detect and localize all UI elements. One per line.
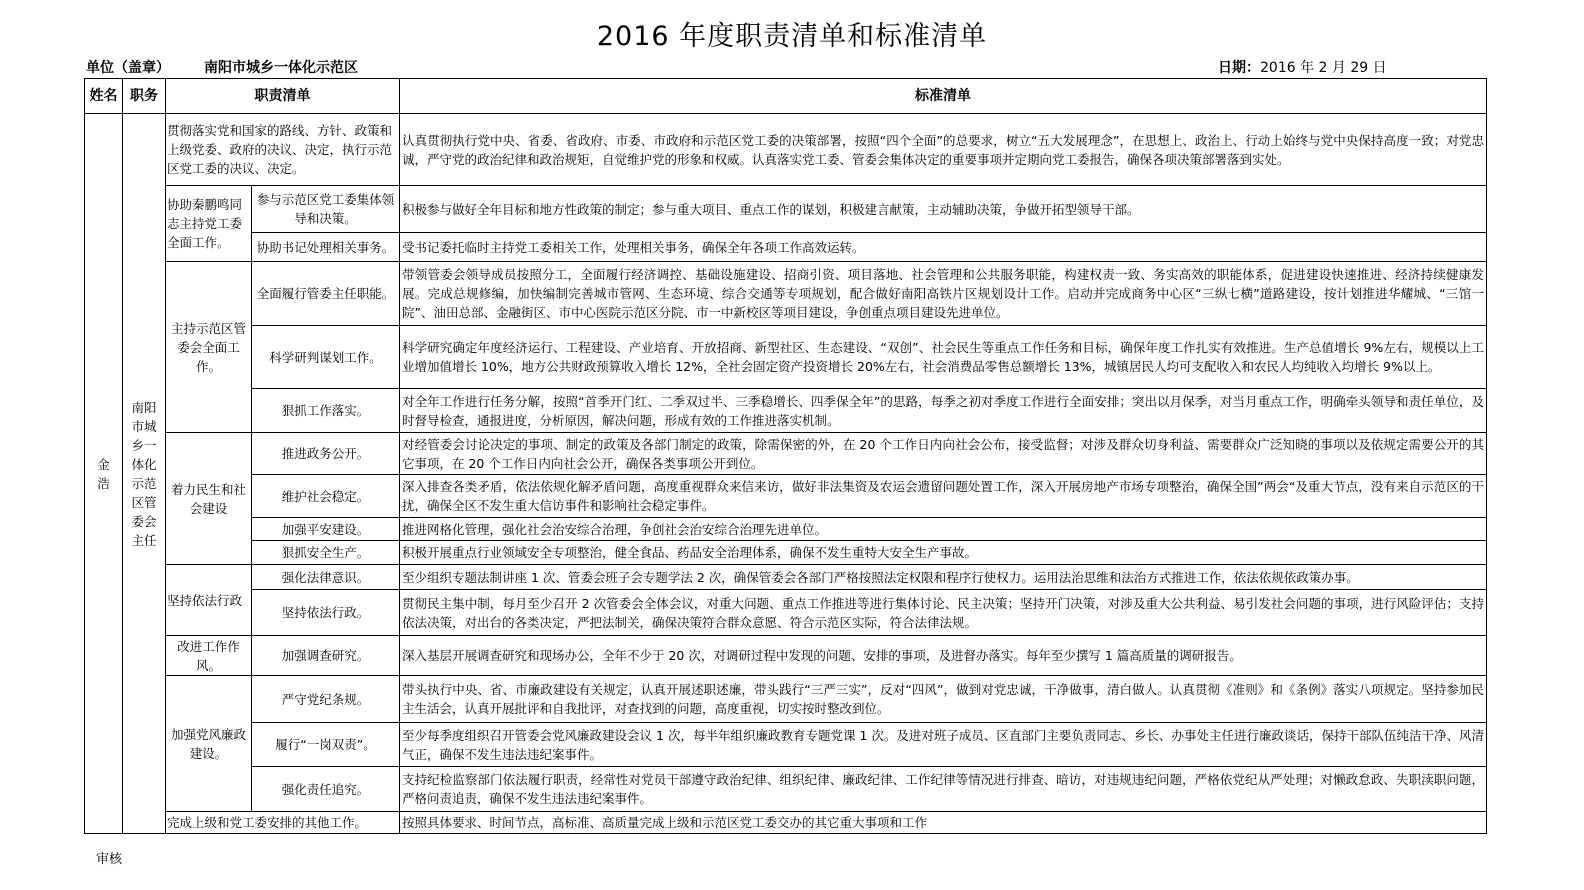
duty-group-cell: 主持示范区管委会全面工作。: [166, 262, 252, 433]
table-row: [85, 812, 1487, 834]
duty-cell: 全面履行管委主任职能。: [252, 262, 400, 326]
duty-cell: 完成上级和党工委安排的其他工作。: [166, 812, 400, 834]
standard-cell: 科学研究确定年度经济运行、工程建设、产业培育、开放招商、新型社区、生态建设、“双创”、社会民生等重点工作任务和目标，确保年度工作扎实有效推进。生产总值增长 9%左右，规模以上工业增加值增长 10%，地方公共财政预算收入增长 12%，全社会固定资产投资增长 20%左右，社会消费品零售总额增长 13%，城镇居民人均可支配收入和农民人均纯收入均增长 9%以上。: [400, 326, 1487, 389]
person-position: [123, 114, 166, 834]
standard-cell: 贯彻民主集中制，每月至少召开 2 次管委会全体会议，对重大问题、重点工作推进等进行集体讨论、民主决策；坚持开门决策，对涉及重大公共利益、易引发社会问题的事项，进行风险评估；支持依法决策，对出台的各类决定，严把法制关，确保决策符合群众意愿、符合示范区实际，符合法律法规。: [400, 590, 1487, 636]
standard-cell: 对全年工作进行任务分解，按照“首季开门红、二季双过半、三季稳增长、四季保全年”的思路，每季之初对季度工作进行全面安排；突出以月保季，对当月重点工作，明确牵头领导和责任单位，及时督导检查，通报进度，分析原因，解决问题，形成有效的工作推进落实机制。: [400, 389, 1487, 433]
table-row: [85, 565, 1487, 590]
table-row: [85, 186, 1487, 233]
duty-cell: 参与示范区党工委集体领导和决策。: [252, 186, 400, 233]
date-value: 2016 年 2 月 29 日: [1260, 60, 1387, 76]
person-name: [85, 114, 123, 834]
standard-cell: 认真贯彻执行党中央、省委、省政府、市委、市政府和示范区党工委的决策部署，按照“四个全面”的总要求，树立“五大发展理念”，在思想上、政治上、行动上始终与党中央保持高度一致；对党忠诚，严守党的政治纪律和政治规矩，自觉维护党的形象和权威。认真落实党工委、管委会集体决定的重要事项并定期向党工委报告，确保各项决策部署落到实处。: [400, 114, 1487, 186]
col-header-standards: 标准清单: [400, 79, 1487, 114]
duty-cell: 强化责任追究。: [252, 767, 400, 812]
table-row: [85, 114, 1487, 186]
duty-group-cell: 着力民生和社会建设: [166, 433, 252, 565]
table-row: [85, 767, 1487, 812]
unit-label: 单位（盖章）: [86, 60, 170, 76]
duty-cell: 加强平安建设。: [252, 518, 400, 541]
col-header-name: 姓名: [85, 79, 123, 114]
duty-cell: 加强调查研究。: [252, 636, 400, 676]
table-row: [85, 389, 1487, 433]
duty-group-cell: 坚持依法行政: [166, 565, 252, 636]
duty-standard-table: [84, 78, 1487, 834]
table-header-row: [85, 79, 1487, 114]
col-header-duties: 职责清单: [166, 79, 400, 114]
duty-cell: 履行“一岗双责”。: [252, 723, 400, 767]
duty-cell: 严守党纪条规。: [252, 676, 400, 723]
duty-cell: 协助书记处理相关事务。: [252, 233, 400, 262]
duty-cell: 狠抓安全生产。: [252, 541, 400, 565]
standard-cell: 推进网格化管理，强化社会治安综合治理，争创社会治安综合治理先进单位。: [400, 518, 1487, 541]
standard-cell: 深入排查各类矛盾，依法依规化解矛盾问题，高度重视群众来信来访，做好非法集资及农运会遗留问题处置工作，深入开展房地产市场专项整治，确保全国”两会“及重大节点，没有来自示范区的干扰，确保全区不发生重大信访事件和影响社会稳定事件。: [400, 475, 1487, 518]
standard-cell: 积极开展重点行业领域安全专项整治，健全食品、药品安全治理体系，确保不发生重特大安全生产事故。: [400, 541, 1487, 565]
page-title: 2016 年度职责清单和标准清单: [596, 21, 988, 52]
duty-cell: 科学研判谋划工作。: [252, 326, 400, 389]
date-label: 日期：: [1218, 60, 1260, 76]
duty-cell: 狠抓工作落实。: [252, 389, 400, 433]
duty-group-cell: 加强党风廉政建设。: [166, 676, 252, 812]
standard-cell: 受书记委托临时主持党工委相关工作，处理相关事务，确保全年各项工作高效运转。: [400, 233, 1487, 262]
standard-cell: 至少每季度组织召开管委会党风廉政建设会议 1 次，每半年组织廉政教育专题党课 1 次。及进对班子成员、区直部门主要负责同志、乡长、办事处主任进行廉政谈话，保持干部队伍纯洁干净、风清气正，确保不发生违法违纪案事件。: [400, 723, 1487, 767]
table-row: [85, 636, 1487, 676]
col-header-position: 职务: [123, 79, 166, 114]
table-row: [85, 590, 1487, 636]
table-row: [85, 233, 1487, 262]
duty-cell: 强化法律意识。: [252, 565, 400, 590]
table-row: [85, 541, 1487, 565]
standard-cell: 支持纪检监察部门依法履行职责，经常性对党员干部遵守政治纪律、组织纪律、廉政纪律、工作纪律等情况进行排查、暗访，对违规违纪问题，严格依党纪从严处理；对懒政怠政、失职渎职问题，严格问责追责，确保不发生违法违纪案事件。: [400, 767, 1487, 812]
person-position-text: 南阳市城乡一体化示范区管委会主任: [131, 399, 157, 548]
unit-name: 南阳市城乡一体化示范区: [204, 60, 358, 76]
table-row: [85, 326, 1487, 389]
duty-group-cell: 改进工作作风。: [166, 636, 252, 676]
duty-cell: 推进政务公开。: [252, 433, 400, 475]
duty-group-cell: 协助秦鹏鸣同志主持党工委全面工作。: [166, 186, 252, 262]
standard-cell: 对经管委会讨论决定的事项、制定的政策及各部门制定的政策，除需保密的外，在 20 个工作日内向社会公布，接受监督；对涉及群众切身利益、需要群众广泛知晓的事项以及依规定需要公开的其它事项，在 20 个工作日内向社会公开，确保各类事项公开到位。: [400, 433, 1487, 475]
standard-cell: 深入基层开展调查研究和现场办公，全年不少于 20 次，对调研过程中发现的问题、安排的事项，及进督办落实。每年至少撰写 1 篇高质量的调研报告。: [400, 636, 1487, 676]
table-row: [85, 676, 1487, 723]
table-row: [85, 723, 1487, 767]
standard-cell: 带头执行中央、省、市廉政建设有关规定，认真开展述职述廉，带头践行“三严三实”，反对“四风”，做到对党忠诚，干净做事，清白做人。认真贯彻《准则》和《条例》落实八项规定。坚持参加民主生活会，认真开展批评和自我批评，对查找到的问题，高度重视，切实按时整改到位。: [400, 676, 1487, 723]
table-row: [85, 262, 1487, 326]
duty-cell: 贯彻落实党和国家的路线、方针、政策和上级党委、政府的决议、决定，执行示范区党工委的决议、决定。: [166, 114, 400, 186]
person-name-text: 金浩: [97, 456, 110, 491]
standard-cell: 至少组织专题法制讲座 1 次、管委会班子会专题学法 2 次，确保管委会各部门严格按照法定权限和程序行使权力。运用法治思维和法治方式推进工作，依法依规依政策办事。: [400, 565, 1487, 590]
table-row: [85, 433, 1487, 475]
duty-cell: 维护社会稳定。: [252, 475, 400, 518]
standard-cell: 按照具体要求、时间节点，高标准、高质量完成上级和示范区党工委交办的其它重大事项和工作: [400, 812, 1487, 834]
standard-cell: 积极参与做好全年目标和地方性政策的制定；参与重大项目、重点工作的谋划，积极建言献策，主动辅助决策，争做开拓型领导干部。: [400, 186, 1487, 233]
review-label: 审核: [96, 852, 123, 867]
table-row: [85, 518, 1487, 541]
duty-cell: 坚持依法行政。: [252, 590, 400, 636]
standard-cell: 带领管委会领导成员按照分工，全面履行经济调控、基础设施建设、招商引资、项目落地、社会管理和公共服务职能，构建权责一致、务实高效的职能体系，促进建设快速推进、经济持续健康发展。完成总规修编，加快编制完善城市管网、生态环境、综合交通等专项规划，配合做好南阳高铁片区规划设计工作。启动并完成商务中心区“三纵七横”道路建设，按计划推进华耀城、“三馆一院”、油田总部、金融街区、市中心医院示范区分院、市一中新校区等项目建设，争创重点项目建设先进单位。: [400, 262, 1487, 326]
table-row: [85, 475, 1487, 518]
